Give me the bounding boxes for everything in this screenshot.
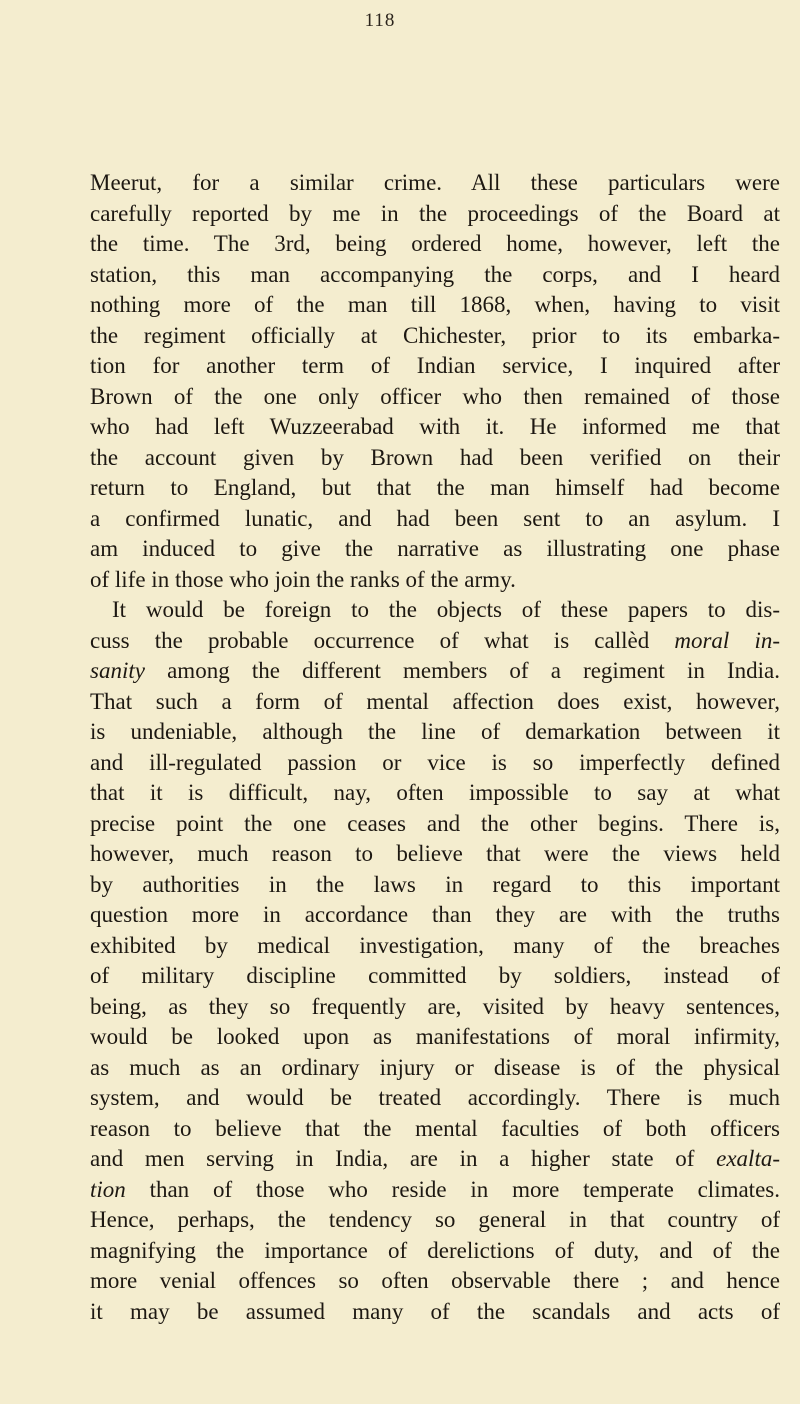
text-line: however, much reason to believe that were the views held [90, 841, 780, 866]
text-line: being, as they so frequently are, visited by heavy sentences, [90, 993, 780, 1019]
text-line: carefully reported by me in the proceedings of the Board at [90, 200, 780, 226]
text-line: Hence, perhaps, the tendency so general in that country of [90, 1207, 780, 1232]
text-line: precise point the one ceases and the other begins. There is, [90, 810, 780, 836]
text-line: Brown of the one only officer who then remained of those [90, 383, 780, 409]
text-line: who had left Wuzzeerabad with it. He informed me that [90, 414, 780, 439]
text-line: It would be foreign to the objects of these papers to dis- [112, 597, 780, 622]
text-line [90, 1144, 780, 1175]
text-line: it may be assumed many of the scandals and acts of [90, 1298, 780, 1324]
text-line: more venial offences so often observable there ; and hence [90, 1268, 780, 1293]
text-line: That such a form of mental affection does exist, however, [90, 688, 780, 714]
text-line: by authorities in the laws in regard to this important [90, 871, 780, 897]
text-line [90, 626, 780, 657]
italic-term: exalta- [716, 1146, 780, 1171]
text-line: exhibited by medical investigation, many of the breaches [90, 932, 780, 958]
text-line: tion for another term of Indian service, I inquired after [90, 353, 780, 378]
text-line: the time. The 3rd, being ordered home, however, left the [90, 231, 780, 256]
text-line: system, and would be treated accordingly. There is much [90, 1085, 780, 1110]
text-run: cuss the probable occurrence of what is callèd [90, 627, 675, 653]
body-text [90, 168, 780, 1327]
text-line: return to England, but that the man himself had become [90, 475, 780, 500]
text-line: as much as an ordinary injury or disease is of the physical [90, 1054, 780, 1080]
text-line: magnifying the importance of derelictions of duty, and of the [90, 1237, 780, 1263]
text-line: the regiment officially at Chichester, prior to its embarka- [90, 322, 780, 348]
text-line: of life in those who join the ranks of the army. [90, 566, 516, 592]
text-line: and ill-regulated passion or vice is so imperfectly defined [90, 749, 780, 775]
text-line: question more in accordance than they are with the truths [90, 902, 780, 927]
text-line: the account given by Brown had been verified on their [90, 444, 780, 470]
text-line: would be looked upon as manifestations of moral infirmity, [90, 1024, 780, 1049]
text-line: station, this man accompanying the corps, and I heard [90, 261, 780, 287]
italic-term: moral in- [674, 627, 780, 653]
italic-term: tion [90, 1176, 126, 1202]
page-number: 118 [364, 10, 396, 31]
text-line [90, 1175, 780, 1206]
text-line: a confirmed lunatic, and had been sent to an asylum. I [90, 505, 780, 531]
text-run: and men serving in India, are in a higher state of [90, 1146, 717, 1171]
text-line: that it is difficult, nay, often impossible to say at what [90, 780, 780, 805]
text-line: is undeniable, although the line of demarkation between it [90, 719, 780, 744]
text-line: nothing more of the man till 1868, when, having to visit [90, 292, 780, 317]
text-run: among the different members of a regiment in India. [144, 658, 780, 683]
text-line [90, 656, 780, 687]
text-line: reason to believe that the mental faculties of both officers [90, 1115, 780, 1141]
text-line: am induced to give the narrative as illustrating one phase [90, 536, 780, 561]
italic-term: sanity [90, 658, 145, 683]
text-run: than of those who reside in more temperate climates. [125, 1176, 780, 1202]
text-line: of military discipline committed by soldiers, instead of [90, 963, 780, 988]
text-line: Meerut, for a similar crime. All these particulars were [90, 170, 780, 195]
